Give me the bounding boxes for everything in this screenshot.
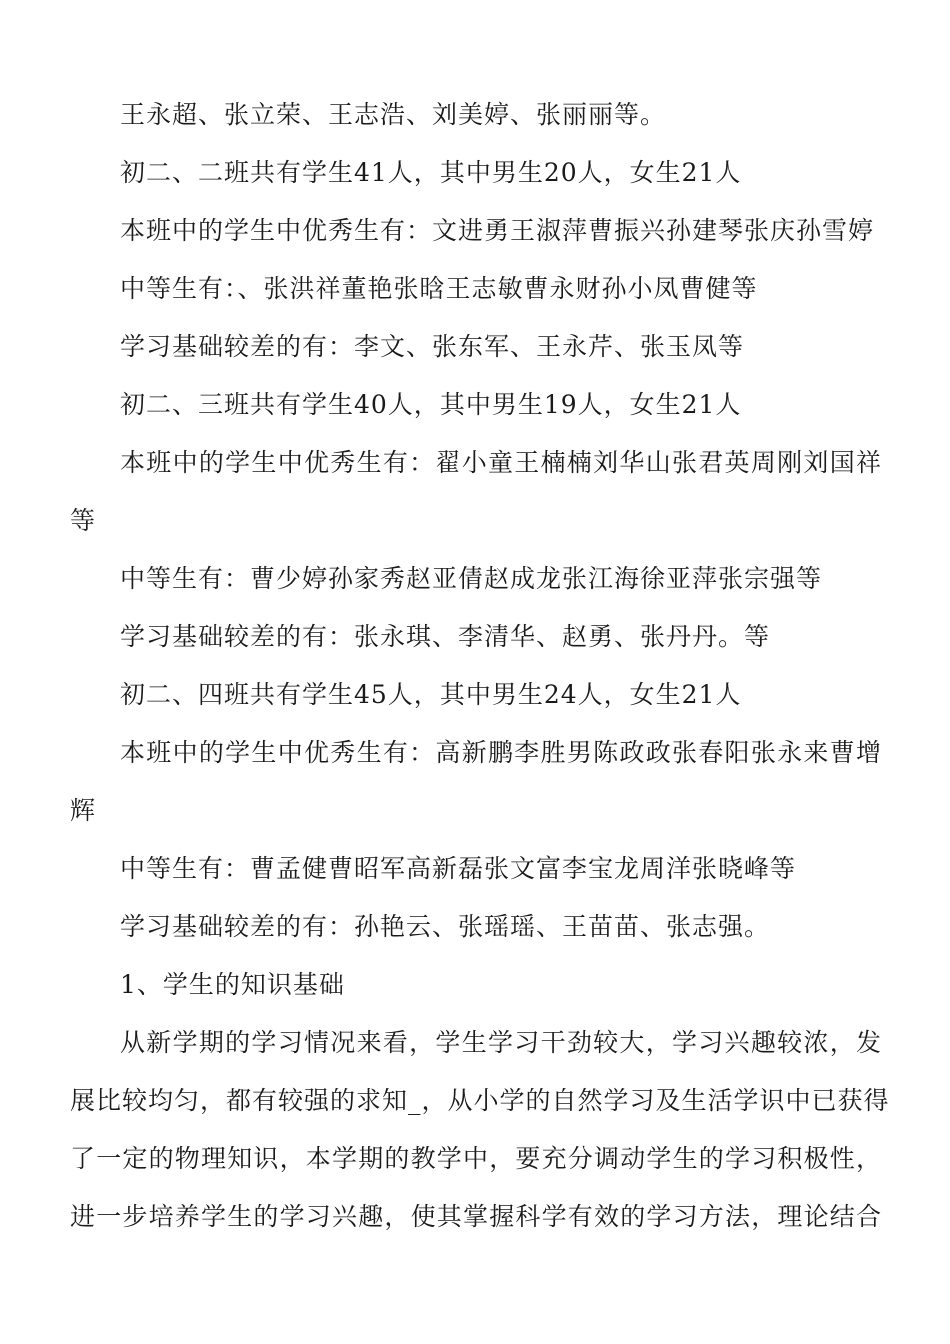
text-line: 学习基础较差的有：李文、张东军、王永芹、张玉凤等 [120,332,745,361]
text-line: 本班中的学生中优秀生有：翟小童王楠楠刘华山张君英周刚刘国祥 [120,448,882,477]
text-line: 中等生有：曹少婷孙家秀赵亚倩赵成龙张江海徐亚萍张宗强等 [120,564,823,593]
text-line: 初二、四班共有学生45人，其中男生24人，女生21人 [120,680,742,709]
text-line: 进一步培养学生的学习兴趣，使其掌握科学有效的学习方法，理论结合 [70,1202,882,1231]
text-line: 辉 [70,796,97,825]
text-line: 中等生有：、张洪祥董艳张晗王志敏曹永财孙小凤曹健等 [120,274,758,303]
text-line: 本班中的学生中优秀生有：文进勇王淑萍曹振兴孙建琴张庆孙雪婷 [120,216,875,245]
text-line: 初二、三班共有学生40人，其中男生19人，女生21人 [120,390,742,419]
text-line: 本班中的学生中优秀生有：高新鹏李胜男陈政政张春阳张永来曹增 [120,738,882,767]
text-line: 展比较均匀，都有较强的求知_，从小学的自然学习及生活学识中已获得 [70,1086,890,1115]
section-heading: 1、学生的知识基础 [120,970,345,999]
text-line: 王永超、张立荣、王志浩、刘美婷、张丽丽等。 [120,100,667,129]
text-line: 等 [70,506,97,535]
document-body [70,90,890,1250]
text-line: 学习基础较差的有：孙艳云、张瑶瑶、王苗苗、张志强。 [120,912,771,941]
text-line: 从新学期的学习情况来看，学生学习干劲较大，学习兴趣较浓，发 [120,1028,882,1057]
text-line: 中等生有：曹孟健曹昭军高新磊张文富李宝龙周洋张晓峰等 [120,854,797,883]
text-line: 了一定的物理知识，本学期的教学中，要充分调动学生的学习积极性， [70,1144,882,1173]
text-line: 学习基础较差的有：张永琪、李清华、赵勇、张丹丹。等 [120,622,771,651]
text-line: 初二、二班共有学生41人，其中男生20人，女生21人 [120,158,742,187]
